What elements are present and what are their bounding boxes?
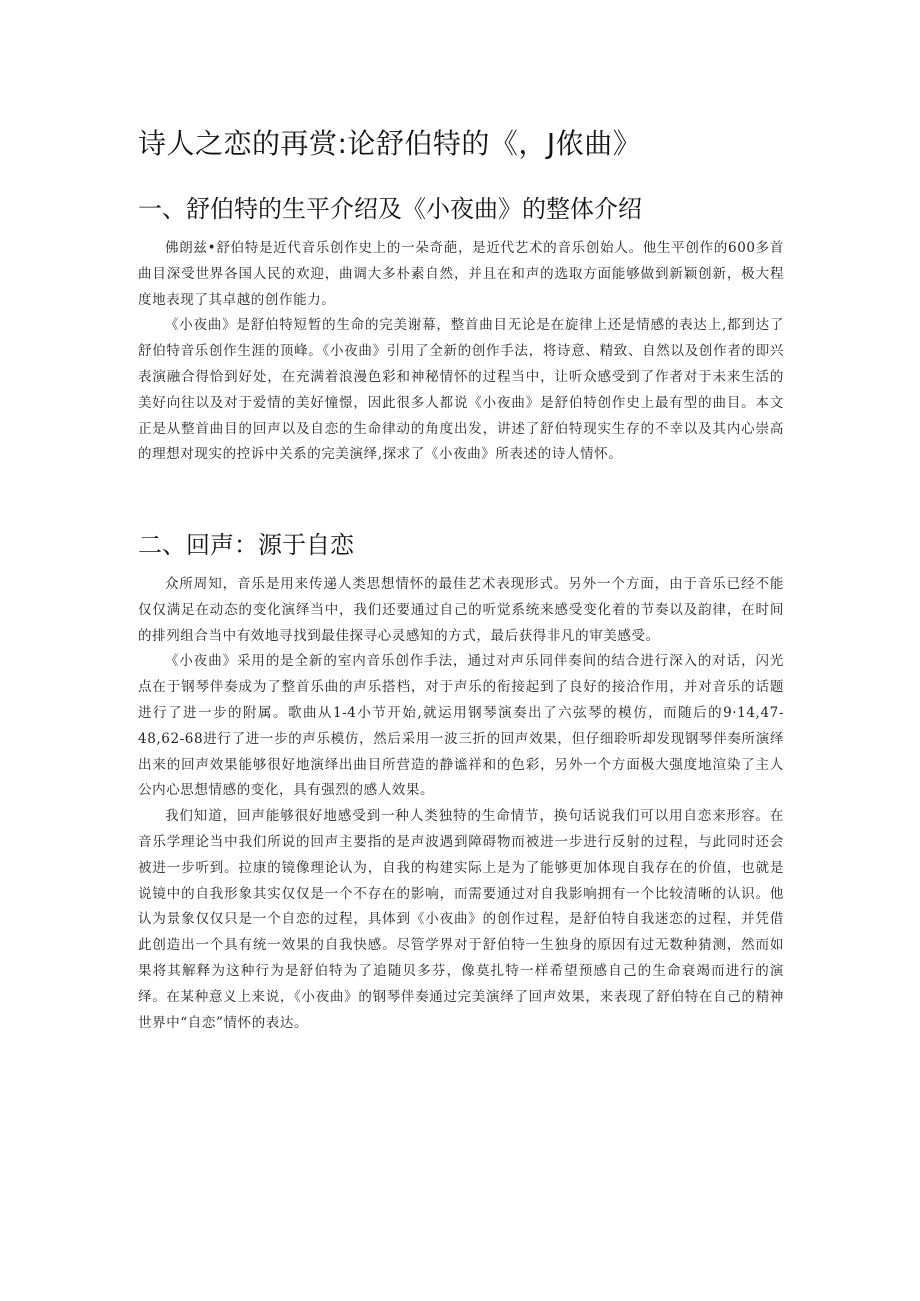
section-heading-echo: 二、回声：源于自恋 [138,531,354,559]
paragraph: 《小夜曲》是舒伯特短暂的生命的完美谢幕，整首曲目无论是在旋律上还是情感的表达上,都到达了舒伯特音乐创作生涯的顶峰。《小夜曲》引用了全新的创作手法，将诗意、精致、自然以及创作者的即兴表演融合得恰到好处，在充满着浪漫色彩和神秘情怀的过程当中，让听众感受到了作者对于未来生活的美好向往以及对于爱情的美好憧憬，因此很多人都说《小夜曲》是舒伯特创作史上最有型的曲目。本文正是从整首曲目的回声以及自恋的生命律动的角度出发，讲述了舒伯特现实生存的不幸以及其内心崇高的理想对现实的控诉中关系的完美演绎,探求了《小夜曲》所表述的诗人情怀。 [138,317,784,463]
paragraph: 《小夜曲》采用的是全新的室内音乐创作手法，通过对声乐同伴奏间的结合进行深入的对话，闪光点在于钢琴伴奏成为了整首乐曲的声乐搭档，对于声乐的衔接起到了良好的接洽作用，并对音乐的话题进行了进一步的附属。歌曲从1-4小节开始,就运用钢琴演奏出了六弦琴的模仿，而随后的9·14,47-48,62-68进行了进一步的声乐模仿，然后采用一波三折的回声效果，但仔细聆听却发现钢琴伴奏所演绎出来的回声效果能够很好地演绎出曲目所营造的静谧祥和的色彩，另外一个方面极大强度地渲染了主人公内心思想情感的变化，具有强烈的感人效果。 [138,653,784,799]
section-heading-biography: 一、舒伯特的生平介绍及《小夜曲》的整体介绍 [138,195,642,223]
section-body-echo [138,572,784,1036]
section-body-biography [138,236,784,468]
paragraph: 我们知道，回声能够很好地感受到一种人类独特的生命情节，换句话说我们可以用自恋来形容。在音乐学理论当中我们所说的回声主要指的是声波遇到障碍物而被进一步进行反射的过程，与此同时还会被进一步听到。拉康的镜像理论认为，自我的构建实际上是为了能够更加体现自我存在的价值，也就是说镜中的自我形象其实仅仅是一个不存在的影响，而需要通过对自我影响拥有一个比较清晰的认识。他认为景象仅仅只是一个自恋的过程，具体到《小夜曲》的创作过程，是舒伯特自我迷恋的过程，并凭借此创造出一个具有统一效果的自我快感。尽管学界对于舒伯特一生独身的原因有过无数种猜测，然而如果将其解释为这种行为是舒伯特为了追随贝多芬，像莫扎特一样希望预感自己的生命衰竭而进行的演绎。在某种意义上来说，《小夜曲》的钢琴伴奏通过完美演绎了回声效果，来表现了舒伯特在自己的精神世界中“自恋”情怀的表达。 [138,808,784,1031]
document-title: 诗人之恋的再赏:论舒伯特的《，J侬曲》 [138,127,642,160]
paragraph: 佛朗兹•舒伯特是近代音乐创作史上的一朵奇葩，是近代艺术的音乐创始人。他生平创作的600多首曲目深受世界各国人民的欢迎，曲调大多朴素自然，并且在和声的选取方面能够做到新颖创新，极大程度地表现了其卓越的创作能力。 [138,240,784,308]
paragraph: 众所周知，音乐是用来传递人类思想情怀的最佳艺术表现形式。另外一个方面，由于音乐已经不能仅仅满足在动态的变化演绎当中，我们还要通过自己的听觉系统来感受变化着的节奏以及韵律，在时间的排列组合当中有效地寻找到最佳探寻心灵感知的方式，最后获得非凡的审美感受。 [138,576,784,644]
